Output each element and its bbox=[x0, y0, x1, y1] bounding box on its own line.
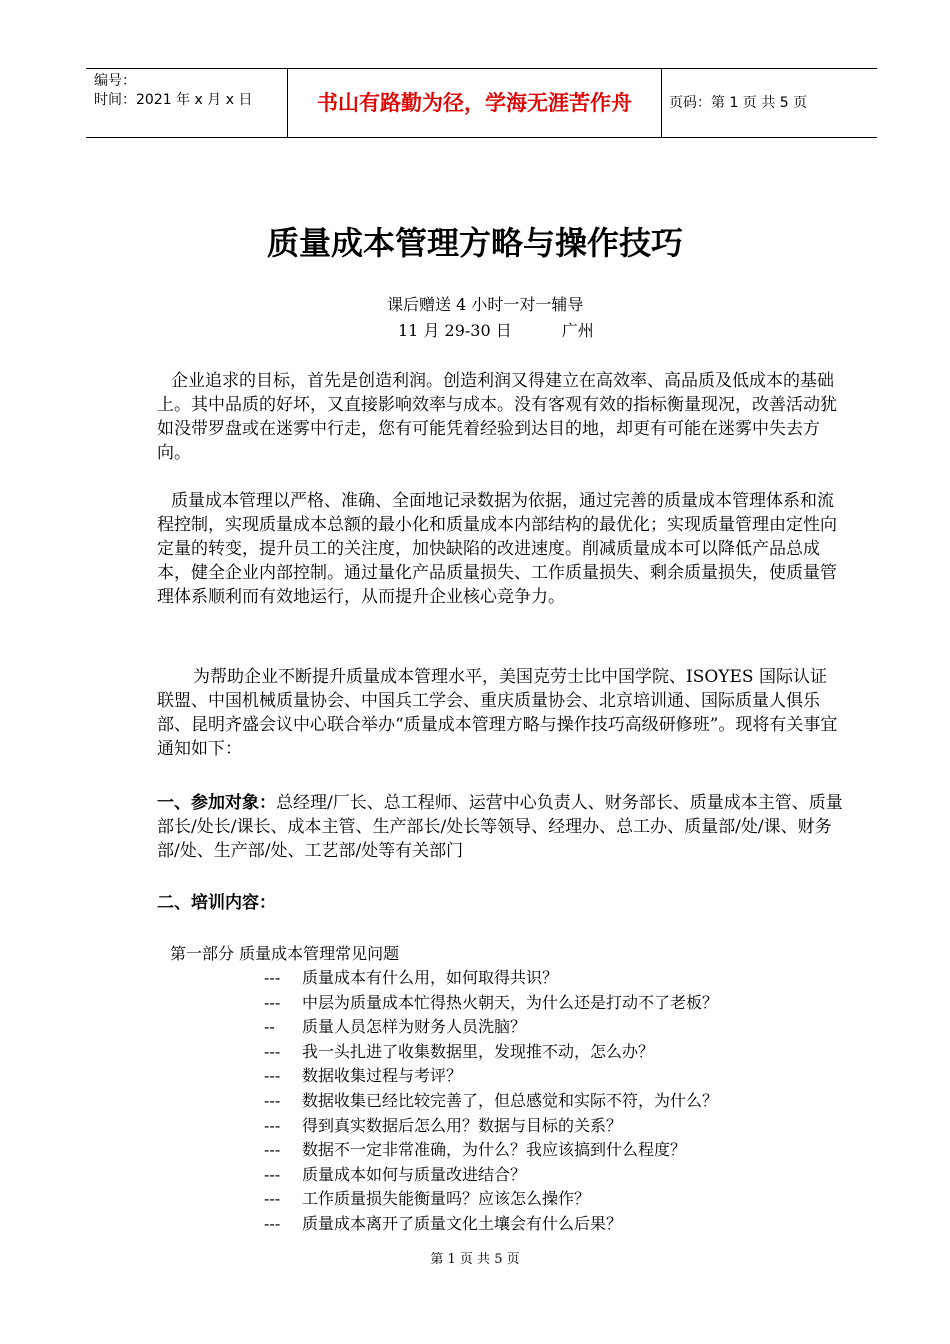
list-item-text: 数据收集过程与考评？ bbox=[302, 1066, 463, 1086]
list-item bbox=[264, 1114, 718, 1139]
list-dash: --- bbox=[264, 992, 281, 1012]
course-city: 广州 bbox=[561, 321, 594, 340]
intro-paragraph-3: 为帮助企业不断提升质量成本管理水平，美国克劳士比中国学院、ISOYES 国际认证联盟、中国机械质量协会、中国兵工学会、重庆质量协会、北京培训通、国际质量人俱乐部、昆明齐盛会议中心联合举办“质量成本管理方略与操作技巧高级研修班”。现将有关事宜通知如下： bbox=[157, 667, 838, 759]
list-dash: --- bbox=[264, 968, 281, 987]
header-motto: 书山有路勤为径，学海无涯苦作舟 bbox=[287, 69, 662, 137]
list-item-text: 数据不一定非常准确，为什么？我应该搞到什么程度？ bbox=[302, 1140, 687, 1160]
list-item-text: 质量成本离开了质量文化土壤会有什么后果？ bbox=[302, 1213, 623, 1233]
section-participants bbox=[157, 791, 847, 863]
document-title: 质量成本管理方略与操作技巧 bbox=[266, 224, 683, 262]
list-item bbox=[264, 1163, 718, 1188]
list-dash: --- bbox=[264, 1115, 281, 1135]
part-1-title: 第一部分 质量成本管理常见问题 bbox=[170, 944, 400, 963]
list-item bbox=[264, 991, 718, 1016]
list-item bbox=[264, 1064, 718, 1089]
list-dash: --- bbox=[264, 1164, 281, 1184]
intro-paragraph-2: 质量成本管理以严格、准确、全面地记录数据为依据，通过完善的质量成本管理体系和流程控制，实现质量成本总额的最小化和质量成本内部结构的最优化；实现质量管理由定性向定量的转变，提升员工的关注度，加快缺陷的改进速度。削减质量成本可以降低产品总成本，健全企业内部控制。通过量化产品质量损失、工作质量损失、剩余质量损失，使质量管理体系顺利而有效地运行，从而提升企业核心竞争力。 bbox=[157, 491, 837, 607]
course-date: 11 月 29-30 日 bbox=[398, 321, 512, 340]
list-item-text: 数据收集已经比较完善了，但总感觉和实际不符，为什么？ bbox=[302, 1090, 719, 1110]
subtitle-bonus: 课后赠送 4 小时一对一辅导 bbox=[387, 295, 584, 314]
page-footer: 第 1 页 共 5 页 bbox=[430, 1252, 520, 1267]
list-dash: --- bbox=[264, 1066, 281, 1086]
page-header bbox=[86, 68, 877, 138]
list-item bbox=[264, 1040, 718, 1065]
header-page-info: 页码：第 1 页 共 5 页 bbox=[669, 95, 808, 111]
list-item bbox=[264, 1187, 718, 1212]
subtitle-date-location bbox=[398, 318, 594, 341]
intro-paragraph-1: 企业追求的目标，首先是创造利润。创造利润又得建立在高效率、高品质及低成本的基础上。其中品质的好坏，又直接影响效率与成本。没有客观有效的指标衡量现况，改善活动犹如没带罗盘或在迷雾中行走，您有可能凭着经验到达目的地，却更有可能在迷雾中失去方向。 bbox=[157, 371, 837, 463]
list-item bbox=[264, 1089, 718, 1114]
list-item bbox=[264, 1015, 718, 1040]
list-dash: --- bbox=[264, 1140, 281, 1160]
list-item-text: 质量成本有什么用，如何取得共识？ bbox=[302, 968, 559, 987]
list-item-text: 我一头扎进了收集数据里，发现推不动，怎么办？ bbox=[302, 1041, 655, 1061]
question-list bbox=[264, 966, 718, 1237]
section-training-heading: 二、培训内容： bbox=[157, 893, 276, 913]
list-item bbox=[264, 1212, 718, 1237]
list-dash: --- bbox=[264, 1213, 281, 1233]
list-item-text: 质量人员怎样为财务人员洗脑？ bbox=[302, 1017, 527, 1037]
list-item bbox=[264, 966, 718, 991]
doc-time-label: 时间：2021 年 x 月 x 日 bbox=[94, 92, 253, 108]
section-training-content bbox=[157, 891, 847, 915]
list-dash: --- bbox=[264, 1041, 281, 1061]
list-dash: --- bbox=[264, 1189, 281, 1209]
list-item-text: 得到真实数据后怎么用？数据与目标的关系？ bbox=[302, 1115, 623, 1135]
list-item-text: 工作质量损失能衡量吗？应该怎么操作？ bbox=[302, 1189, 591, 1209]
header-meta bbox=[86, 69, 287, 137]
list-dash: --- bbox=[264, 1090, 281, 1110]
list-item-text: 质量成本如何与质量改进结合？ bbox=[302, 1164, 527, 1184]
section-participants-heading: 一、参加对象： bbox=[157, 793, 276, 813]
list-dash: -- bbox=[264, 1017, 275, 1037]
doc-number-label: 编号： bbox=[94, 73, 136, 89]
list-item bbox=[264, 1138, 718, 1163]
list-item-text: 中层为质量成本忙得热火朝天，为什么还是打动不了老板？ bbox=[302, 992, 719, 1012]
section-participants-text: 总经理/厂长、总工程师、运营中心负责人、财务部长、质量成本主管、质量部长/处长/课长、成本主管、生产部长/处长等领导、经理办、总工办、质量部/处/课、财务部/处、生产部/处、工艺部/处等有关部门 bbox=[157, 793, 843, 861]
